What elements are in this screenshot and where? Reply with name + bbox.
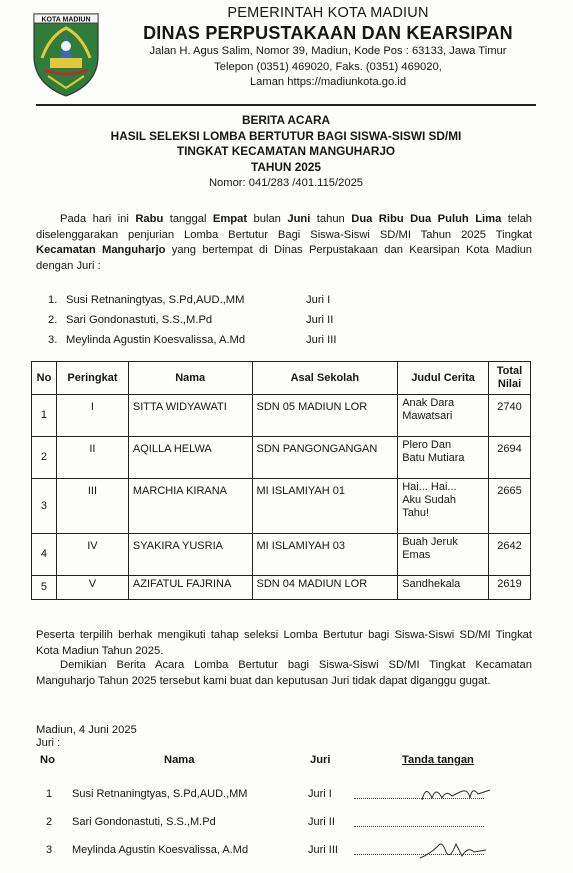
- opening-paragraph: Pada hari ini Rabu tanggal Empat bulan Juni tahun Dua Ribu Dua Puluh Lima telah diselenggarakan penjurian Lomba Bertutur Bagi Siswa-Siswi SD/MI Tahun 2025 Tingkat Kecamatan Manguharjo yang bertempat di Dinas Perpustakaan dan Kearsipan Kota Madiun dengan Juri :: [36, 213, 533, 272]
- signature-block: [36, 752, 536, 864]
- title-line-2: HASIL SELEKSI LOMBA BERTUTUR BAGI SISWA-SISWI SD/MI: [110, 128, 462, 143]
- kota-madiun-emblem-icon: [30, 6, 102, 98]
- header-rank: Peringkat: [56, 362, 128, 395]
- closing-paragraph-1: Peserta terpilih berhak mengikuti tahap seleksi Lomba Bertutur bagi Siswa-Siswi SD/MI Tingkat Kota Madiun Tahun 2025.: [36, 629, 532, 657]
- table-header-row: [32, 362, 531, 395]
- document-title: [36, 113, 536, 191]
- title-line-1: BERITA ACARA: [241, 113, 331, 127]
- signature-3-scribble: [416, 836, 496, 864]
- table-row: 2 II AQILLA HELWA SDN PANGONGANGAN Plero Dan Batu Mutiara 2694: [32, 437, 531, 479]
- header-total: Total Nilai: [489, 362, 531, 395]
- closing-paragraph-2: Demikian Berita Acara Lomba Bertutur bagi Siswa-Siswi SD/MI Tingkat Kecamatan Manguharjo Tahun 2025 tersebut kami buat dan keputusan Juri tidak dapat diganggu gugat.: [36, 659, 532, 687]
- signature-row: 1 Susi Retnaningtyas, S.Pd,AUD.,MM Juri I: [36, 780, 536, 808]
- signature-row: 2 Sari Gondonastuti, S.S.,M.Pd Juri II: [36, 808, 536, 836]
- signature-row: 3 Meylinda Agustin Koesvalissa, A.Md Juri III: [36, 836, 536, 864]
- date-text: Empat: [212, 213, 248, 225]
- judge-list-item: 3. Meylinda Agustin Koesvalissa, A.Md Juri III: [48, 334, 337, 346]
- agency-phone: Telepon (0351) 469020, Faks. (0351) 469020,: [214, 60, 442, 73]
- table-row: 4 IV SYAKIRA YUSRIA MI ISLAMIYAH 03 Buah Jeruk Emas 2642: [32, 534, 531, 576]
- table-row: 1 I SITTA WIDYAWATI SDN 05 MADIUN LOR Anak Dara Mawatsari 2740: [32, 395, 531, 437]
- government-name: PEMERINTAH KOTA MADIUN: [227, 5, 429, 21]
- year-text: Dua Ribu Dua Puluh Lima: [351, 213, 502, 225]
- header-name: Nama: [128, 362, 252, 395]
- title-line-3: TINGKAT KECAMATAN MANGUHARJO: [176, 144, 396, 158]
- judge-list-item: 1. Susi Retnaningtyas, S.Pd,AUD.,MM Juri I: [48, 294, 331, 306]
- header-school: Asal Sekolah: [252, 362, 398, 395]
- document-number: Nomor: 041/283 /401.115/2025: [208, 177, 364, 189]
- district-text: Kecamatan Manguharjo: [36, 244, 166, 256]
- juri-label: Juri :: [36, 737, 61, 749]
- header-no: No: [32, 362, 57, 395]
- letterhead: [108, 4, 548, 91]
- judge-list: [48, 293, 448, 353]
- place-date: Madiun, 4 Juni 2025: [36, 724, 137, 736]
- letterhead-divider: [36, 104, 536, 106]
- table-row: 3 III MARCHIA KIRANA MI ISLAMIYAH 01 Hai... Hai... Aku Sudah Tahu! 2665: [32, 479, 531, 534]
- table-row: 5 V AZIFATUL FAJRINA SDN 04 MADIUN LOR Sandhekala 2619: [32, 576, 531, 600]
- title-line-4: TAHUN 2025: [251, 159, 321, 174]
- emblem-caption: KOTA MADIUN: [41, 16, 91, 24]
- month-text: Juni: [287, 213, 311, 225]
- judge-list-item: 2. Sari Gondonastuti, S.S.,M.Pd Juri II: [48, 314, 334, 326]
- agency-name: DINAS PERPUSTAKAAN DAN KEARSIPAN: [143, 23, 513, 43]
- agency-address: Jalan H. Agus Salim, Nomor 39, Madiun, Kode Pos : 63133, Jawa Timur: [149, 45, 507, 57]
- results-table: [31, 361, 531, 600]
- signature-header: No Nama Juri Tanda tangan: [40, 754, 474, 766]
- agency-website: Laman https://madiunkota.go.id: [249, 76, 407, 88]
- header-story: Judul Cerita: [398, 362, 489, 395]
- day-name: Rabu: [135, 213, 164, 225]
- signature-1-scribble: [416, 780, 496, 808]
